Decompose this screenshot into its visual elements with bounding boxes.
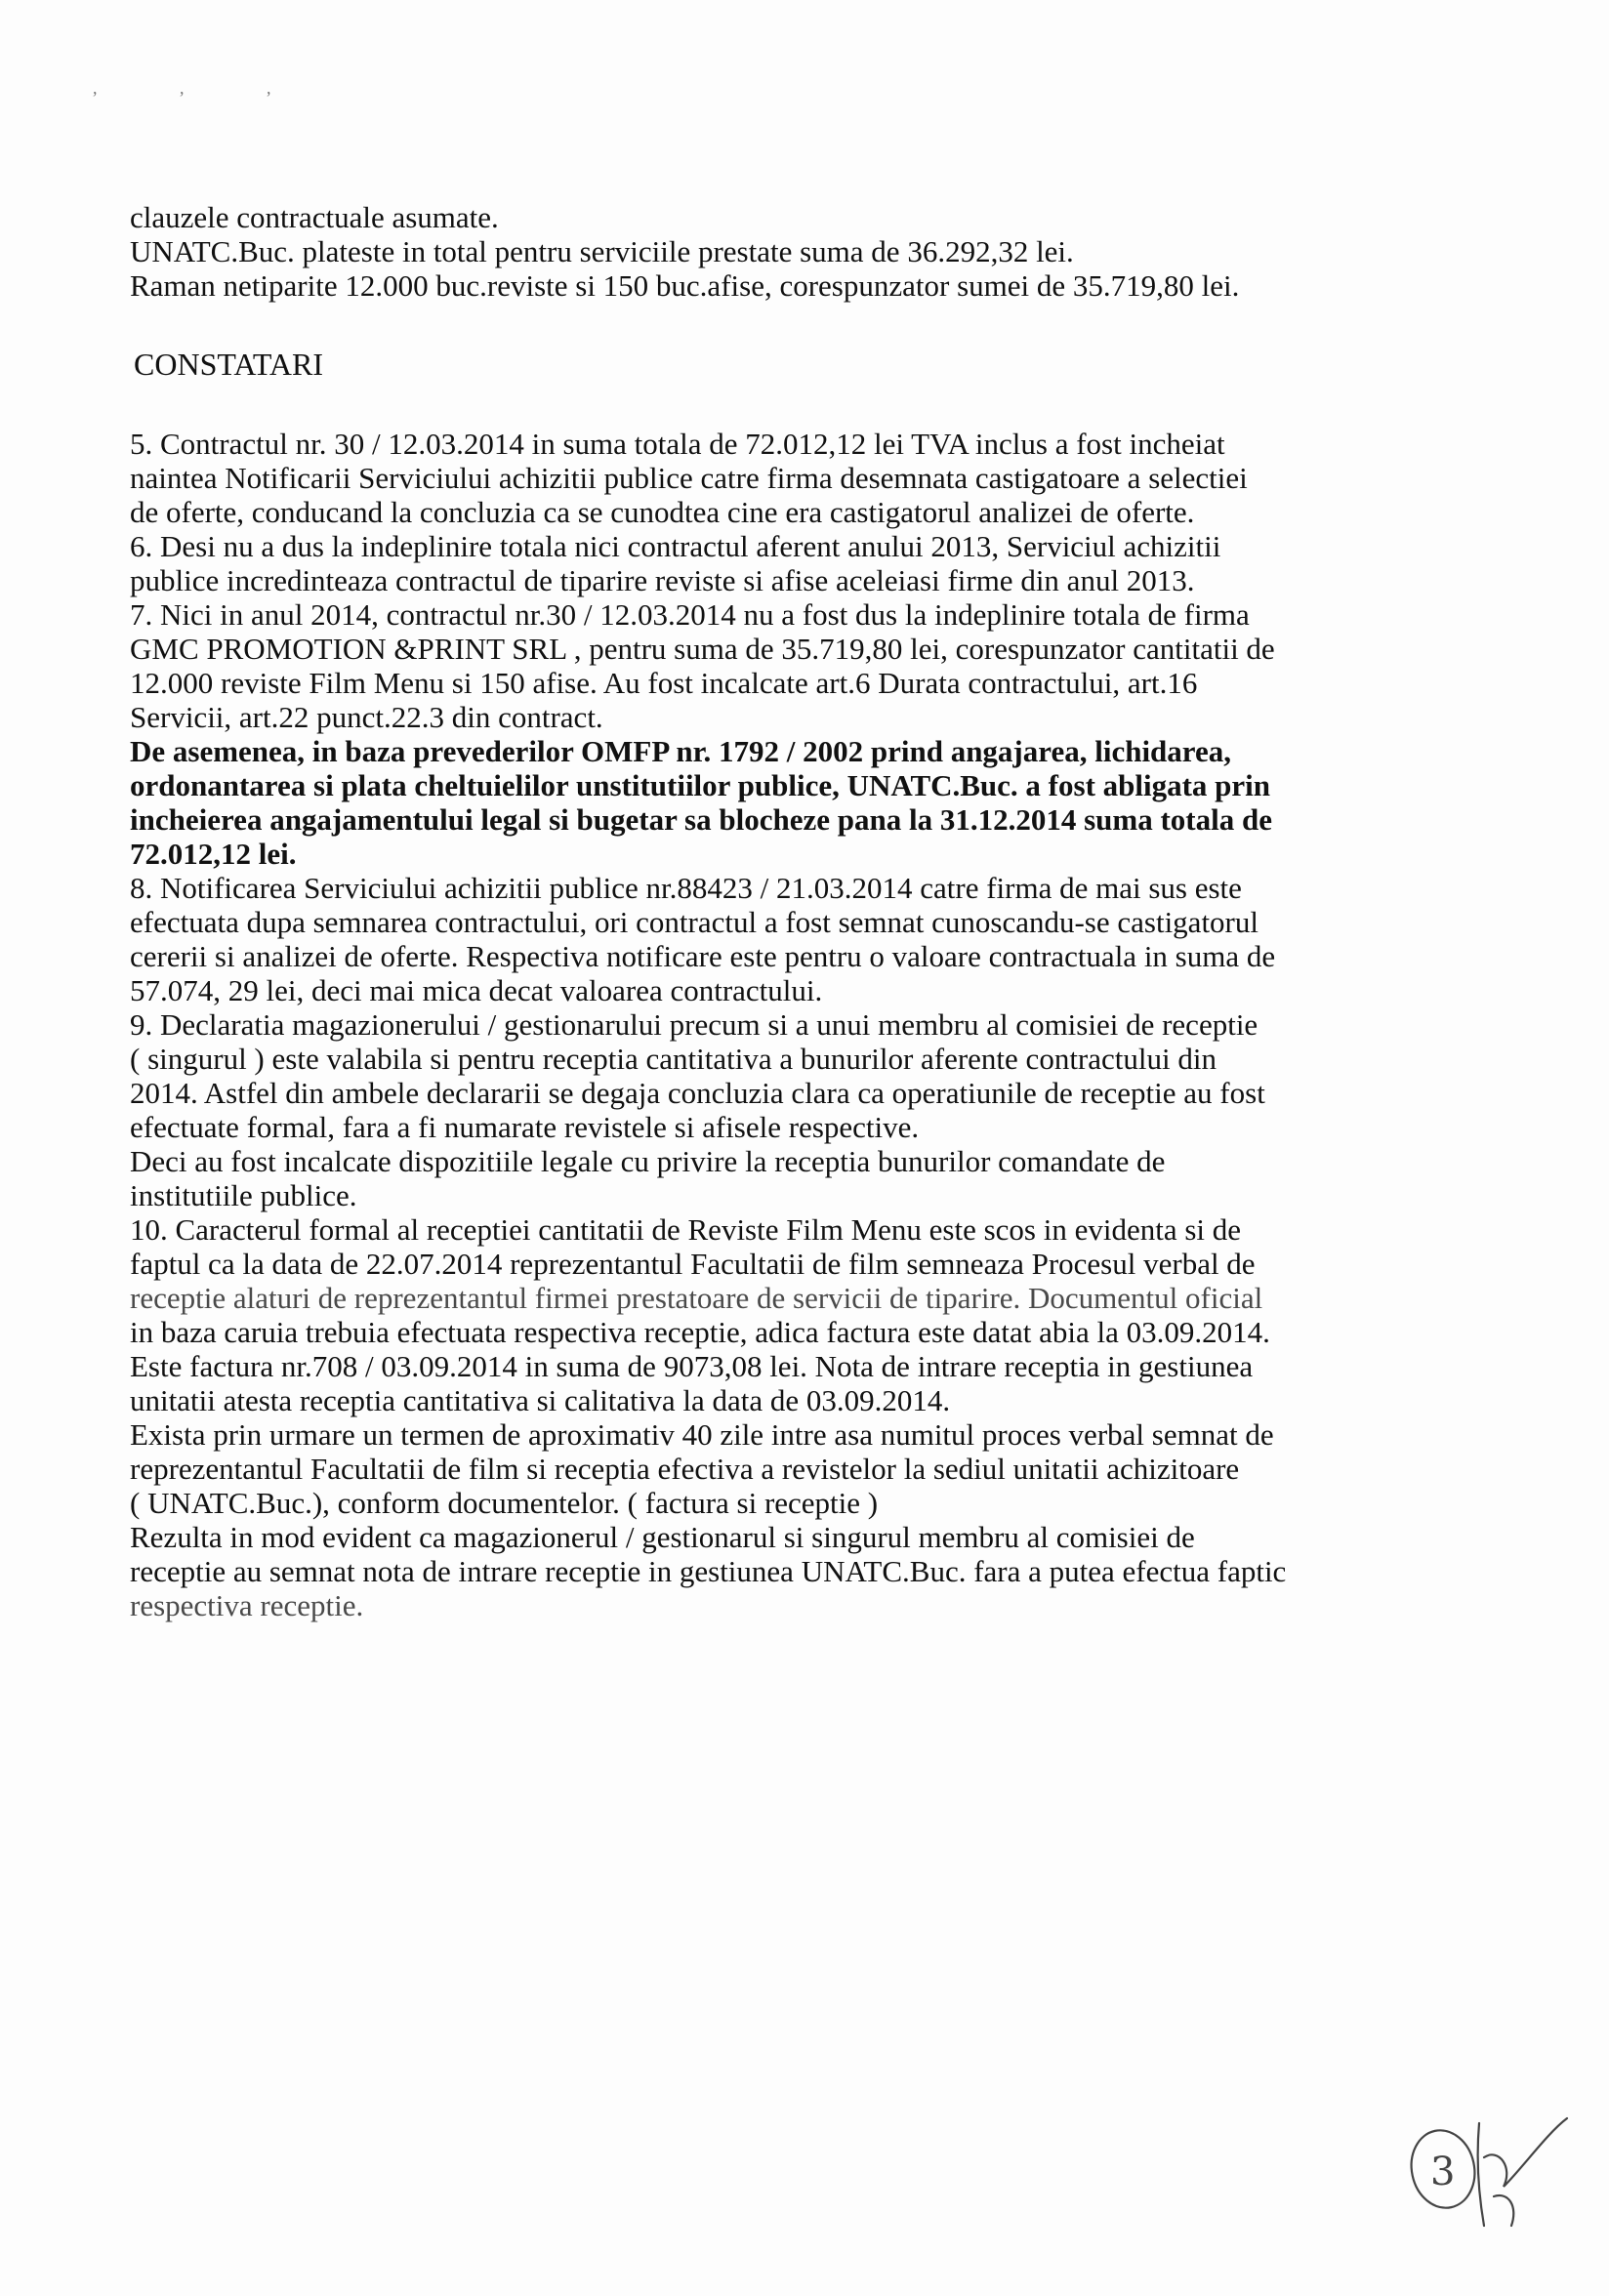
paragraph-9 <box>130 1007 1477 1212</box>
text-line: GMC PROMOTION &PRINT SRL , pentru suma de 35.719,80 lei, corespunzator cantitatii de <box>130 632 1275 666</box>
text-line: respectiva receptie. <box>130 1588 364 1622</box>
text-line: de oferte, conducand la concluzia ca se cunodtea cine era castigatorul analizei de oferte. <box>130 495 1195 529</box>
text-line: De asemenea, in baza prevederilor OMFP nr. 1792 / 2002 prind angajarea, lichidarea, <box>130 734 1232 768</box>
text-line: faptul ca la data de 22.07.2014 reprezentantul Facultatii de film semneaza Procesul verbal de <box>130 1247 1256 1281</box>
text-line: institutiile publice. <box>130 1178 357 1212</box>
text-line: in baza caruia trebuia efectuata respectiva receptie, adica factura este datat abia la 03.09.2014. <box>130 1315 1270 1349</box>
section-heading: CONSTATARI <box>134 347 323 382</box>
paragraph-6 <box>130 529 1477 597</box>
text-line: 5. Contractul nr. 30 / 12.03.2014 in suma totala de 72.012,12 lei TVA inclus a fost incheiat <box>130 427 1225 461</box>
text-line: clauzele contractuale asumate. <box>130 200 499 234</box>
text-line: receptie alaturi de reprezentantul firmei prestatoare de servicii de tiparire. Documentul oficial <box>130 1281 1263 1315</box>
paragraph-10 <box>130 1212 1477 1622</box>
scan-artifacts: , , , <box>93 78 310 98</box>
text-line: ordonantarea si plata cheltuielilor unstitutiilor publice, UNATC.Buc. a fost abligata prin <box>130 768 1271 802</box>
text-line: receptie au semnat nota de intrare receptie in gestiunea UNATC.Buc. fara a putea efectua faptic <box>130 1554 1287 1588</box>
text-line: 9. Declaratia magazionerului / gestionarului precum si a unui membru al comisiei de receptie <box>130 1007 1258 1042</box>
text-line: efectuate formal, fara a fi numarate revistele si afisele respective. <box>130 1110 920 1144</box>
text-line: cererii si analizei de oferte. Respectiva notificare este pentru o valoare contractuala in suma de <box>130 939 1276 973</box>
text-line: UNATC.Buc. plateste in total pentru serviciile prestate suma de 36.292,32 lei. <box>130 234 1074 268</box>
text-line: reprezentantul Facultatii de film si receptia efectiva a revistelor la sediul unitatii achizitoare <box>130 1452 1240 1486</box>
text-line: Servicii, art.22 punct.22.3 din contract. <box>130 700 603 734</box>
text-line: 7. Nici in anul 2014, contractul nr.30 / 12.03.2014 nu a fost dus la indeplinire totala de firma <box>130 597 1250 632</box>
bold-paragraph <box>130 734 1477 871</box>
text-line: unitatii atesta receptia cantitativa si calitativa la data de 03.09.2014. <box>130 1383 951 1417</box>
text-line: 10. Caracterul formal al receptiei cantitatii de Reviste Film Menu este scos in evidenta si de <box>130 1212 1242 1247</box>
document-body <box>130 200 1477 1622</box>
text-line: Raman netiparite 12.000 buc.reviste si 150 buc.afise, corespunzator sumei de 35.719,80 lei. <box>130 268 1240 303</box>
text-line: Rezulta in mod evident ca magazionerul / gestionarul si singurul membru al comisiei de <box>130 1520 1195 1554</box>
paragraph-7 <box>130 597 1477 734</box>
text-line: 72.012,12 lei. <box>130 837 297 871</box>
handwritten-page-mark <box>1386 2099 1582 2245</box>
text-line: publice incredinteaza contractul de tiparire reviste si afise aceleiasi firme din anul 2013. <box>130 563 1195 597</box>
text-line: incheierea angajamentului legal si bugetar sa blocheze pana la 31.12.2014 suma totala de <box>130 802 1272 837</box>
text-line: 12.000 reviste Film Menu si 150 afise. Au fost incalcate art.6 Durata contractului, art.16 <box>130 666 1198 700</box>
intro-paragraph <box>130 200 1477 303</box>
text-line: ( UNATC.Buc.), conform documentelor. ( factura si receptie ) <box>130 1486 879 1520</box>
text-line: 2014. Astfel din ambele declararii se degaja concluzia clara ca operatiunile de receptie au fost <box>130 1076 1265 1110</box>
text-line: naintea Notificarii Serviciului achizitii publice catre firma desemnata castigatoare a selectiei <box>130 461 1248 495</box>
text-line: Este factura nr.708 / 03.09.2014 in suma de 9073,08 lei. Nota de intrare receptia in gestiunea <box>130 1349 1254 1383</box>
text-line: 8. Notificarea Serviciului achizitii publice nr.88423 / 21.03.2014 catre firma de mai sus este <box>130 871 1242 905</box>
text-line: efectuata dupa semnarea contractului, ori contractul a fost semnat cunoscandu-se castigatorul <box>130 905 1258 939</box>
text-line: Exista prin urmare un termen de aproximativ 40 zile intre asa numitul proces verbal semnat de <box>130 1417 1274 1452</box>
text-line: 6. Desi nu a dus la indeplinire totala nici contractul aferent anului 2013, Serviciul achizitii <box>130 529 1221 563</box>
text-line: ( singurul ) este valabila si pentru receptia cantitativa a bunurilor aferente contractului din <box>130 1042 1217 1076</box>
page-mark-number: 3 <box>1430 2150 1456 2194</box>
paragraph-5 <box>130 427 1477 529</box>
text-line: Deci au fost incalcate dispozitiile legale cu privire la receptia bunurilor comandate de <box>130 1144 1166 1178</box>
text-line: 57.074, 29 lei, deci mai mica decat valoarea contractului. <box>130 973 823 1007</box>
paragraph-8 <box>130 871 1477 1007</box>
